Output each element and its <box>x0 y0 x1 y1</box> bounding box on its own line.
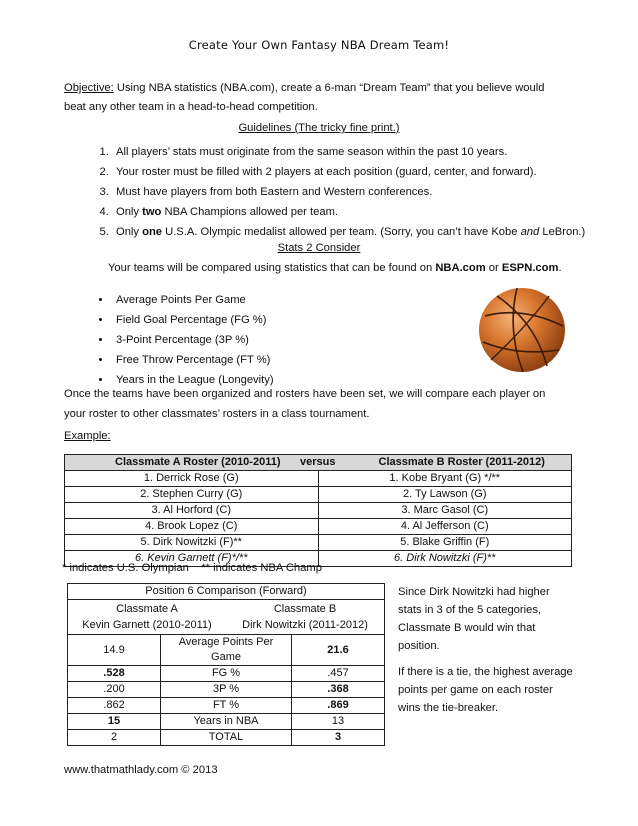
rules-list <box>64 142 612 242</box>
stat-item: • Free Throw Percentage (FT %) <box>112 350 274 370</box>
compare-sentence: Your teams will be compared using statistics that can be found on NBA.com or ESPN.com. <box>108 262 562 274</box>
table-row: 3. Al Horford (C) 3. Marc Gasol (C) <box>65 503 572 519</box>
stat-item: • Field Goal Percentage (FG %) <box>112 310 274 330</box>
table-row: 2 TOTAL 3 <box>68 730 385 746</box>
comparison-player-row <box>68 600 385 635</box>
roster-header-row <box>65 455 572 471</box>
footnote: * indicates U.S. Olympian ** indicates NBA Champ <box>62 562 322 574</box>
basketball-icon <box>477 286 567 374</box>
rule-item: 1. All players’ stats must originate from the same season within the past 10 years. <box>112 142 612 162</box>
stats-heading: Stats 2 Consider <box>277 242 361 254</box>
table-row: 15 Years in NBA 13 <box>68 714 385 730</box>
table-row: .862 FT % .869 <box>68 698 385 714</box>
espn-site: ESPN.com <box>501 262 559 274</box>
table-row: .528 FG % .457 <box>68 666 385 682</box>
roster-header-a: Classmate A Roster (2010-2011) <box>65 455 319 471</box>
rule-item: 4. Only two NBA Champions allowed per team. <box>112 202 612 222</box>
basketball-image <box>477 286 567 374</box>
comparison-title-row: Position 6 Comparison (Forward) <box>68 584 385 600</box>
classmate-b-label: Classmate B <box>273 603 337 615</box>
tournament-paragraph: Once the teams have been organized and rosters have been set, we will compare each player on your roster to other classmates’ rosters in a class tournament. <box>64 388 546 420</box>
table-row: .200 3P % .368 <box>68 682 385 698</box>
table-row: 4. Brook Lopez (C) 4. Al Jefferson (C) <box>65 519 572 535</box>
footer-credit: www.thatmathlady.com © 2013 <box>64 764 218 776</box>
classmate-a-player: Kevin Garnett (2010-2011) <box>82 619 212 631</box>
explanation-paragraph: If there is a tie, the highest average points per game on each roster wins the tie-breaker. <box>398 666 573 714</box>
explanation-paragraph: Since Dirk Nowitzki had higher stats in 3 of the 5 categories, Classmate B would win that position. <box>398 586 550 652</box>
nba-site: NBA.com <box>435 262 486 274</box>
stats-list <box>64 290 274 390</box>
roster-table <box>64 454 572 567</box>
example-label: Example: <box>64 430 111 442</box>
guidelines-heading: Guidelines (The tricky fine print.) <box>238 122 400 134</box>
table-row: 5. Dirk Nowitzki (F)** 5. Blake Griffin (F) <box>65 535 572 551</box>
rule-item: 5. Only one U.S.A. Olympic medalist allowed per team. (Sorry, you can’t have Kobe and LeBron.) <box>112 222 612 242</box>
rule-item: 2. Your roster must be filled with 2 players at each position (guard, center, and forward). <box>112 162 612 182</box>
table-row: 2. Stephen Curry (G) 2. Ty Lawson (G) <box>65 487 572 503</box>
rule-item: 3. Must have players from both Eastern and Western conferences. <box>112 182 612 202</box>
classmate-b-player: Dirk Nowitzki (2011-2012) <box>242 619 368 631</box>
stat-item: • Years in the League (Longevity) <box>112 370 274 390</box>
roster-header-b: versus Classmate B Roster (2011-2012) <box>318 455 572 471</box>
objective-paragraph <box>64 79 564 117</box>
page-title: Create Your Own Fantasy NBA Dream Team! <box>188 38 450 52</box>
stat-item: • 3-Point Percentage (3P %) <box>112 330 274 350</box>
table-row: 14.9 Average Points Per Game 21.6 <box>68 635 385 666</box>
stat-item: • Average Points Per Game <box>112 290 274 310</box>
comparison-table <box>67 583 385 746</box>
table-row: 1. Derrick Rose (G) 1. Kobe Bryant (G) */** <box>65 471 572 487</box>
explanation-text <box>398 583 576 725</box>
objective-label: Objective: <box>64 82 114 94</box>
versus-label: versus <box>300 456 336 468</box>
table-row: 6. Kevin Garnett (F)*/** 6. Dirk Nowitzki (F)** <box>65 551 572 567</box>
objective-text: Using NBA statistics (NBA.com), create a 6-man “Dream Team” that you believe would beat any other team in a head-to-head competition. <box>64 82 545 113</box>
classmate-a-label: Classmate A <box>116 603 178 615</box>
